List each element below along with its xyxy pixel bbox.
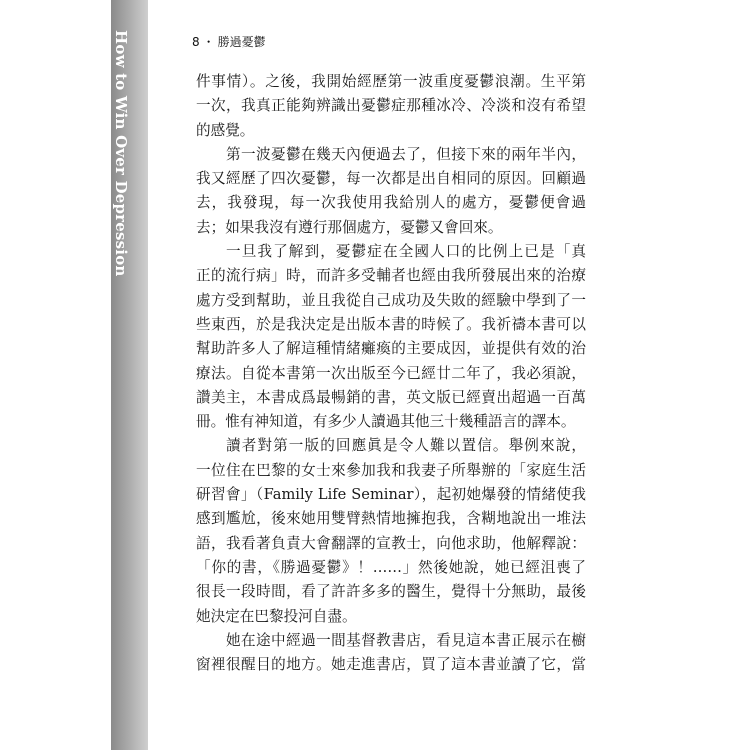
page-number: 8 [192, 35, 200, 49]
body-line: 她決定在巴黎投河自盡。 [196, 607, 357, 625]
body-line: 去，我發現，每一次我使用我給別人的處方，憂鬱便會過 [196, 194, 586, 212]
body-line: 讀者對第一版的回應眞是令人難以置信。舉例來說， [226, 437, 586, 455]
body-line: 冊。惟有神知道，有多少人讀過其他三十幾種語言的譯本。 [196, 413, 576, 431]
running-header [192, 33, 266, 50]
body-line: 一位住在巴黎的女士來參加我和我妻子所舉辦的「家庭生活 [196, 461, 586, 479]
body-line: 處方受到幫助，並且我從自己成功及失敗的經驗中學到了一 [196, 291, 586, 309]
body-line: 讚美主，本書成爲最暢銷的書，英文版已經賣出超過一百萬 [196, 388, 586, 406]
body-line: 第一波憂鬱在幾天內便過去了，但接下來的兩年半內， [226, 145, 586, 163]
header-separator: ・ [202, 35, 215, 49]
body-line: 幫助許多人了解這種情緒癱瘓的主要成因，並提供有效的治 [196, 340, 586, 358]
body-line: 的感覺。 [196, 121, 255, 139]
body-line: 很長一段時間，看了許許多多的醫生，覺得十分無助，最後 [196, 583, 586, 601]
body-line: 語，我看著負責大會翻譯的宣教士，向他求助，他解釋說： [196, 534, 586, 552]
body-line: 一旦我了解到，憂鬱症在全國人口的比例上已是「真 [226, 243, 586, 261]
body-line: 我又經歷了四次憂鬱，每一次都是出自相同的原因。回顧過 [196, 170, 586, 188]
body-line: 她在途中經過一間基督教書店，看見這本書正展示在櫥 [226, 631, 586, 649]
header-title: 勝過憂鬱 [217, 35, 266, 49]
body-line: 些東西，於是我決定是出版本書的時候了。我祈禱本書可以 [196, 315, 586, 333]
body-line: 「你的書，《勝過憂鬱》！……」然後她說，她已經沮喪了 [196, 558, 586, 576]
body-line: 正的流行病」時，而許多受輔者也經由我所發展出來的治療 [196, 267, 586, 285]
body-line: 件事情）。之後，我開始經歷第一波重度憂鬱浪潮。生平第 [196, 73, 586, 90]
side-title: How to Win Over Depression [112, 30, 130, 277]
body-line: 研習會」（Family Life Seminar），起初她爆發的情緒使我 [196, 486, 586, 504]
body-line: 窗裡很醒目的地方。她走進書店，買了這本書並讀了它，當 [196, 656, 586, 674]
body-line: 感到尷尬，後來她用雙臂熱情地擁抱我，含糊地說出一堆法 [196, 510, 586, 528]
body-line: 一次，我真正能夠辨識出憂鬱症那種冰冷、冷淡和沒有希望 [196, 97, 586, 115]
body-line: 療法。自從本書第一次出版至今已經廿二年了，我必須說， [196, 364, 586, 382]
body-text [196, 70, 586, 677]
body-line: 去；如果我沒有遵行那個處方，憂鬱又會回來。 [196, 218, 503, 236]
